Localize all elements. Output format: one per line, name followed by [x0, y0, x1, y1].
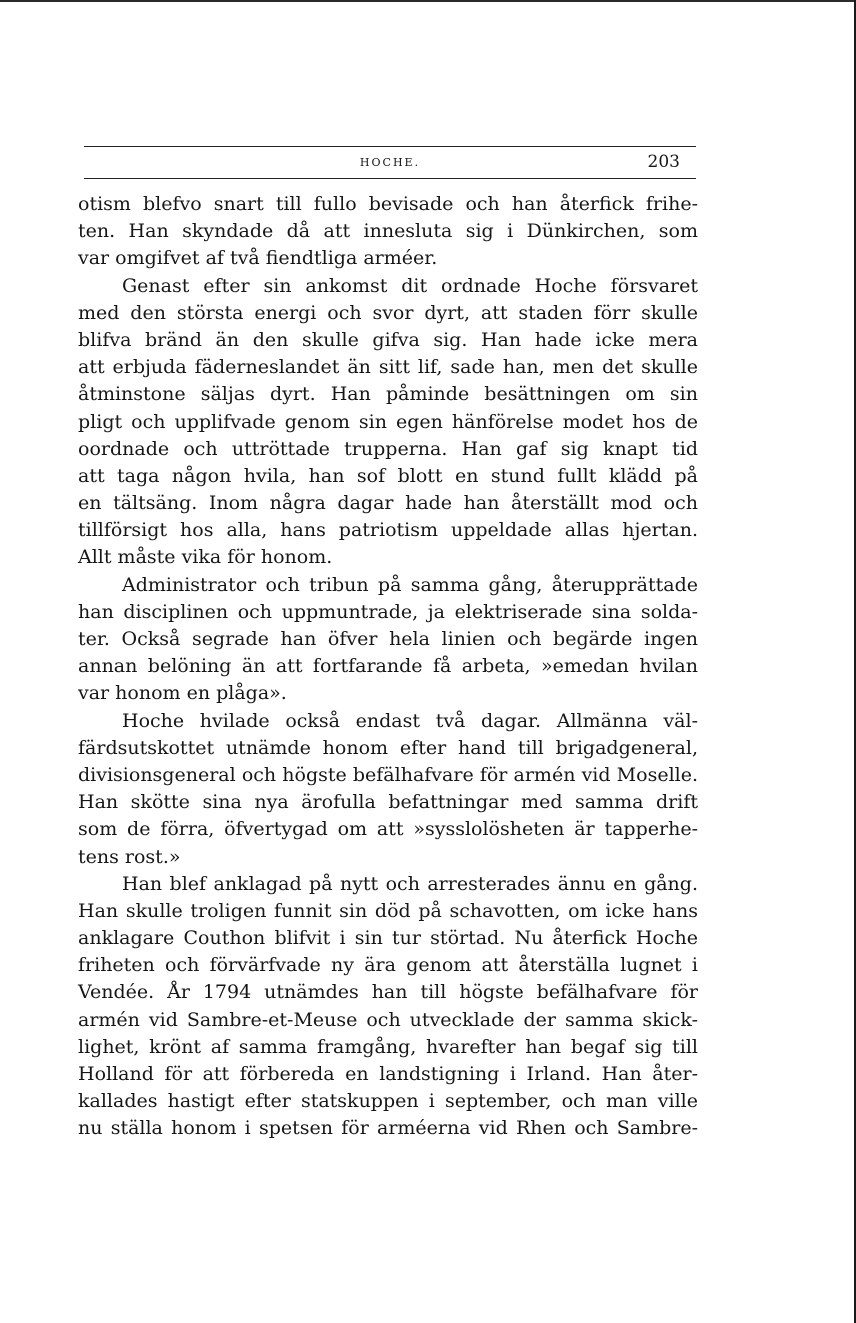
- running-title: HOCHE.: [359, 156, 421, 169]
- text-line: Vendée. År 1794 utnämdes han till högste befälhafvare för: [78, 981, 698, 1004]
- text-line: armén vid Sambre-et-Meuse och utvecklade der samma skick-: [78, 1008, 698, 1031]
- text-line: Han skötte sina nya ärofulla befattningar med samma drift: [78, 791, 698, 814]
- text-line: med den största energi och svor dyrt, att staden förr skulle: [78, 301, 698, 324]
- header-rule-top: [84, 146, 696, 147]
- text-line: åtminstone säljas dyrt. Han påminde besättningen om sin: [78, 383, 698, 406]
- text-line: friheten och förvärfvade ny ära genom att återställa lugnet i: [78, 954, 698, 977]
- text-line: tens rost.»: [78, 845, 181, 868]
- running-head: [84, 151, 696, 173]
- text-line: divisionsgeneral och högste befälhafvare för armén vid Moselle.: [78, 763, 698, 786]
- text-line: Genast efter sin ankomst dit ordnade Hoche försvaret: [122, 274, 698, 297]
- text-line: Administrator och tribun på samma gång, återupprättade: [122, 573, 698, 596]
- text-line: Holland för att förbereda en landstigning i Irland. Han åter-: [78, 1063, 698, 1085]
- scan-edge-top: [0, 0, 856, 2]
- text-line: blifva bränd än den skulle gifva sig. Han hade icke mera: [78, 328, 698, 351]
- text-line: oordnade och uttröttade trupperna. Han gaf sig knapt tid: [78, 437, 698, 460]
- text-line: otism blefvo snart till fullo bevisade och han återfick frihe-: [78, 193, 698, 215]
- header-rule-bottom: [84, 178, 696, 179]
- text-line: färdsutskottet utnämde honom efter hand till brigadgeneral,: [78, 736, 698, 759]
- text-line: han disciplinen och uppmuntrade, ja elektriserade sina solda-: [78, 600, 698, 623]
- text-line: som de förra, öfvertygad om att »sysslolösheten är tapperhe-: [78, 818, 698, 841]
- text-line: nu ställa honom i spetsen för arméerna vid Rhen och Sambre-: [78, 1117, 698, 1140]
- text-line: ten. Han skyndade då att innesluta sig i Dünkirchen, som: [78, 220, 698, 243]
- text-line: Han blef anklagad på nytt och arresterades ännu en gång.: [122, 872, 698, 895]
- text-line: tillförsigt hos alla, hans patriotism uppeldade allas hjertan.: [78, 519, 698, 542]
- text-line: en tältsäng. Inom några dagar hade han återställt mod och: [78, 492, 698, 515]
- text-line: Han skulle troligen funnit sin död på schavotten, om icke hans: [78, 899, 698, 922]
- text-line: pligt och upplifvade genom sin egen hänförelse modet hos de: [78, 410, 698, 433]
- page-number: 203: [647, 152, 680, 172]
- text-line: kallades hastigt efter statskuppen i september, och man ville: [78, 1090, 698, 1113]
- text-line: var omgifvet af två fiendtliga arméer.: [78, 247, 438, 270]
- text-line: Allt måste vika för honom.: [78, 546, 333, 569]
- text-line: anklagare Couthon blifvit i sin tur störtad. Nu återfick Hoche: [78, 927, 698, 950]
- text-line: att taga någon hvila, han sof blott en stund fullt klädd på: [78, 464, 698, 487]
- text-line: annan belöning än att fortfarande få arbeta, »emedan hvilan: [78, 655, 698, 678]
- text-line: var honom en plåga».: [78, 682, 287, 705]
- text-line: Hoche hvilade också endast två dagar. Allmänna väl-: [122, 709, 698, 732]
- text-line: ter. Också segrade han öfver hela linien och begärde ingen: [78, 628, 698, 650]
- body-text: [78, 191, 698, 1143]
- text-line: lighet, krönt af samma framgång, hvarefter han begaf sig till: [78, 1035, 698, 1058]
- text-line: att erbjuda fäderneslandet än sitt lif, sade han, men det skulle: [78, 356, 698, 379]
